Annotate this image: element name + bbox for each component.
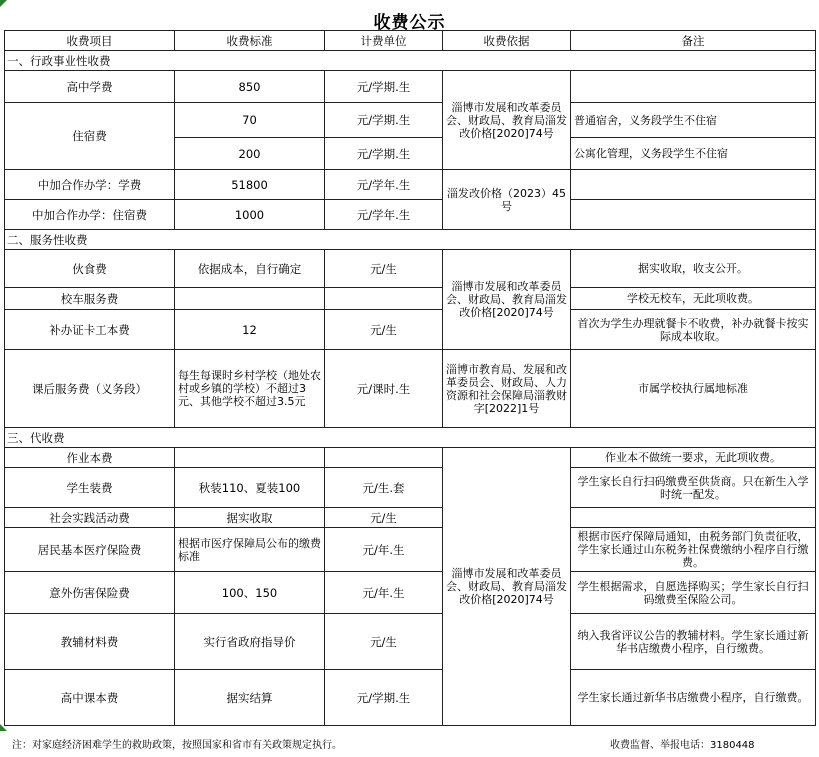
fee-standard: 根据市医疗保障局公布的缴费标准 (175, 528, 325, 572)
fee-item: 中加合作办学：学费 (5, 170, 175, 200)
table-row (5, 614, 816, 670)
fee-item: 校车服务费 (5, 288, 175, 310)
fee-standard: 12 (175, 310, 325, 350)
section-row (5, 230, 816, 250)
fee-standard: 1000 (175, 200, 325, 230)
fee-item: 教辅材料费 (5, 614, 175, 670)
fee-note: 学生家长通过新华书店缴费小程序，自行缴费。 (571, 670, 816, 726)
fee-item: 作业本费 (5, 448, 175, 468)
fee-note: 学生家长自行扫码缴费至供货商。只在新生入学时统一配发。 (571, 468, 816, 508)
fee-item: 补办证卡工本费 (5, 310, 175, 350)
table-row (5, 528, 816, 572)
table-row (5, 468, 816, 508)
fee-unit: 元/学年.生 (325, 200, 443, 230)
fee-item: 居民基本医疗保险费 (5, 528, 175, 572)
fee-note: 纳入我省评议公告的教辅材料。学生家长通过新华书店缴费小程序，自行缴费。 (571, 614, 816, 670)
fee-standard (175, 448, 325, 468)
fee-standard: 依据成本，自行确定 (175, 250, 325, 288)
table-row (5, 288, 816, 310)
header-basis: 收费依据 (443, 31, 571, 51)
fee-standard: 每生每课时乡村学校（地处农村或乡镇的学校）不超过3元、其他学校不超过3.5元 (175, 350, 325, 428)
fee-basis: 淄博市发展和改革委员会、财政局、教育局淄发改价格[2020]74号 (443, 250, 571, 350)
fee-item: 伙食费 (5, 250, 175, 288)
section-title: 三、代收费 (5, 428, 816, 448)
fee-standard: 100、150 (175, 572, 325, 614)
sheet-corner-marker (0, 0, 7, 7)
fee-unit: 元/年.生 (325, 528, 443, 572)
fee-standard (175, 288, 325, 310)
table-row (5, 200, 816, 230)
fee-unit (325, 288, 443, 310)
fee-item: 社会实践活动费 (5, 508, 175, 528)
fee-note: 学校无校车，无此项收费。 (571, 288, 816, 310)
fee-note (571, 200, 816, 230)
header-item: 收费项目 (5, 31, 175, 51)
footer (0, 730, 819, 757)
section-title: 一、行政事业性收费 (5, 51, 816, 71)
fee-note (571, 71, 816, 103)
section-row (5, 428, 816, 448)
fee-item: 高中学费 (5, 71, 175, 103)
header-unit: 计费单位 (325, 31, 443, 51)
fee-unit (325, 448, 443, 468)
fee-basis: 淄发改价格（2023）45号 (443, 170, 571, 230)
section-title: 二、服务性收费 (5, 230, 816, 250)
fee-item: 中加合作办学：住宿费 (5, 200, 175, 230)
fee-note (571, 508, 816, 528)
fee-note: 学生根据需求，自愿选择购买；学生家长自行扫码缴费至保险公司。 (571, 572, 816, 614)
table-row (5, 448, 816, 468)
fee-note: 根据市医疗保障局通知，由税务部门负责征收，学生家长通过山东税务社保费缴纳小程序自行缴费。 (571, 528, 816, 572)
fee-unit: 元/生 (325, 310, 443, 350)
fee-unit: 元/学期.生 (325, 138, 443, 170)
fee-unit: 元/学期.生 (325, 670, 443, 726)
fee-note: 普通宿舍，义务段学生不住宿 (571, 103, 816, 138)
table-row (5, 350, 816, 428)
fee-unit: 元/学期.生 (325, 103, 443, 138)
fee-note: 首次为学生办理就餐卡不收费，补办就餐卡按实际成本收取。 (571, 310, 816, 350)
table-header-row (5, 31, 816, 51)
fee-unit: 元/课时.生 (325, 350, 443, 428)
fee-table-container (4, 30, 815, 730)
fee-standard: 实行省政府指导价 (175, 614, 325, 670)
fee-basis: 淄博市教育局、发展和改革委员会、财政局、人力资源和社会保障局淄教财字[2022]1号 (443, 350, 571, 428)
fee-basis: 淄博市发展和改革委员会、财政局、教育局淄发改价格[2020]74号 (443, 71, 571, 170)
fee-unit: 元/年.生 (325, 572, 443, 614)
fee-standard: 51800 (175, 170, 325, 200)
fee-note: 市属学校执行属地标准 (571, 350, 816, 428)
table-row (5, 310, 816, 350)
fee-standard: 据实结算 (175, 670, 325, 726)
table-row (5, 170, 816, 200)
fee-standard: 200 (175, 138, 325, 170)
page-title: 收费公示 (373, 13, 446, 33)
table-row (5, 508, 816, 528)
fee-standard: 70 (175, 103, 325, 138)
fee-unit: 元/学年.生 (325, 170, 443, 200)
table-row (5, 670, 816, 726)
fee-standard: 秋装110、夏装100 (175, 468, 325, 508)
header-standard: 收费标准 (175, 31, 325, 51)
section-row (5, 51, 816, 71)
fee-item: 意外伤害保险费 (5, 572, 175, 614)
fee-item: 课后服务费（义务段） (5, 350, 175, 428)
header-note: 备注 (571, 31, 816, 51)
table-row (5, 572, 816, 614)
table-row (5, 71, 816, 103)
fee-note (571, 170, 816, 200)
footer-note: 注：对家庭经济困难学生的救助政策，按照国家和省市有关政策规定执行。 (12, 740, 342, 751)
fee-item: 住宿费 (5, 103, 175, 170)
fee-note: 据实收取，收支公开。 (571, 250, 816, 288)
fee-unit: 元/生 (325, 250, 443, 288)
fee-table (4, 30, 816, 726)
fee-item: 高中课本费 (5, 670, 175, 726)
fee-unit: 元/生 (325, 614, 443, 670)
fee-standard: 据实收取 (175, 508, 325, 528)
fee-unit: 元/生.套 (325, 468, 443, 508)
table-row (5, 103, 816, 138)
fee-unit: 元/生 (325, 508, 443, 528)
fee-standard: 850 (175, 71, 325, 103)
fee-unit: 元/学期.生 (325, 71, 443, 103)
fee-basis: 淄博市发展和改革委员会、财政局、教育局淄发改价格[2020]74号 (443, 448, 571, 726)
footer-hotline: 收费监督、举报电话：3180448 (610, 740, 755, 751)
fee-note: 公寓化管理，义务段学生不住宿 (571, 138, 816, 170)
fee-note: 作业本不做统一要求，无此项收费。 (571, 448, 816, 468)
table-row (5, 250, 816, 288)
fee-item: 学生装费 (5, 468, 175, 508)
